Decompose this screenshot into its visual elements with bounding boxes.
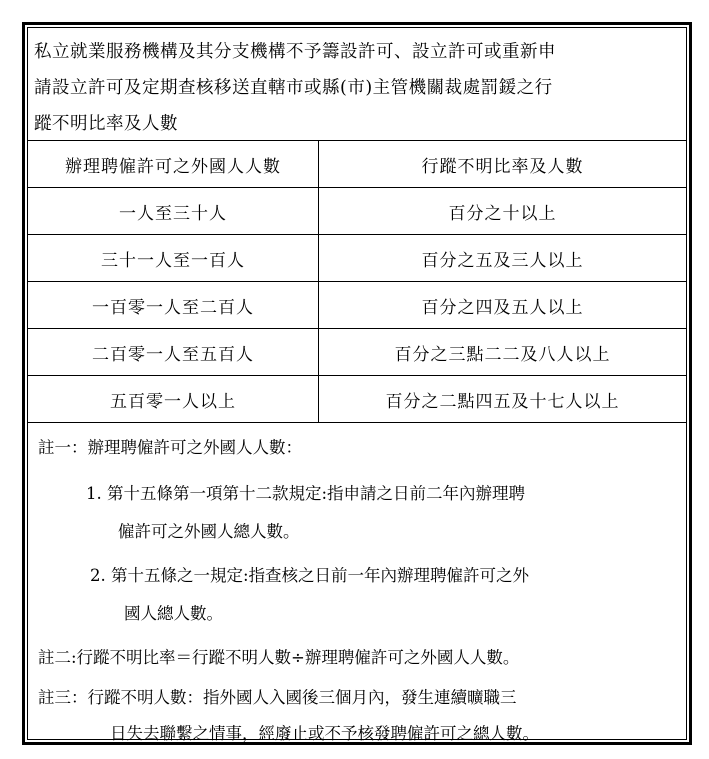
title-line-1: 私立就業服務機構及其分支機構不予籌設許可、設立許可或重新申 bbox=[34, 42, 556, 62]
table-cell: 三十一人至一百人 bbox=[28, 235, 319, 282]
table-cell: 百分之四及五人以上 bbox=[319, 282, 687, 329]
table-cell: 百分之二點四五及十七人以上 bbox=[319, 376, 687, 423]
note-1-item-1-line-2: 僱許可之外國人總人數。 bbox=[118, 522, 300, 541]
document-frame bbox=[22, 22, 692, 745]
note-2: 註二:行蹤不明比率＝行蹤不明人數÷辦理聘僱許可之外國人人數。 bbox=[38, 648, 520, 667]
table-cell: 二百零一人至五百人 bbox=[28, 329, 319, 376]
rates-table bbox=[28, 140, 686, 423]
note-3-line-2: 日失去聯繫之情事，經廢止或不予核發聘僱許可之總人數。 bbox=[110, 724, 539, 743]
header-missing-rate: 行蹤不明比率及人數 bbox=[319, 141, 687, 188]
header-foreign-worker-count: 辦理聘僱許可之外國人人數 bbox=[28, 141, 319, 188]
table-header-row bbox=[28, 141, 686, 188]
title-line-3: 蹤不明比率及人數 bbox=[34, 114, 178, 134]
note-1-item-2-line-1: 2. 第十五條之一規定:指查核之日前一年內辦理聘僱許可之外 bbox=[90, 566, 530, 585]
table-cell: 百分之十以上 bbox=[319, 188, 687, 235]
document-inner bbox=[27, 27, 687, 743]
document-title bbox=[34, 34, 684, 142]
note-3-line-1: 註三：行蹤不明人數：指外國人入國後三個月內，發生連續曠職三 bbox=[38, 688, 517, 707]
table-row bbox=[28, 376, 686, 423]
note-1-item-1-line-1: 1. 第十五條第一項第十二款規定:指申請之日前二年內辦理聘 bbox=[86, 484, 526, 503]
table-cell: 一人至三十人 bbox=[28, 188, 319, 235]
table-row bbox=[28, 188, 686, 235]
table-row bbox=[28, 282, 686, 329]
table-row bbox=[28, 329, 686, 376]
note-1-title: 註一：辦理聘僱許可之外國人人數： bbox=[38, 438, 302, 457]
table-row bbox=[28, 235, 686, 282]
table-cell: 百分之五及三人以上 bbox=[319, 235, 687, 282]
table-cell: 百分之三點二二及八人以上 bbox=[319, 329, 687, 376]
table-cell: 一百零一人至二百人 bbox=[28, 282, 319, 329]
note-1-item-2-line-2: 國人總人數。 bbox=[124, 604, 223, 623]
table-cell: 五百零一人以上 bbox=[28, 376, 319, 423]
title-line-2: 請設立許可及定期查核移送直轄市或縣(市)主管機關裁處罰鍰之行 bbox=[34, 78, 553, 98]
